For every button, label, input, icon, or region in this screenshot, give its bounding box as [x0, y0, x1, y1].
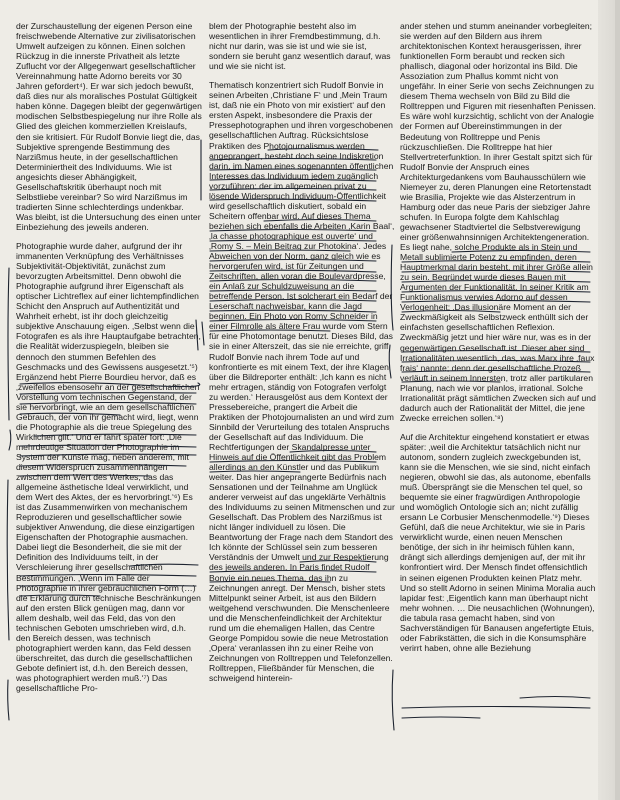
page-edge: [615, 0, 620, 800]
paragraph: Auf die Architektur eingehend konstatiert er etwas später: ‚weil die Architektur tatsächlich nicht nur autonom, sondern zugleich zweckgebunden ist, kann sie die Menschen, wie sie sind, nicht einfach negieren, obwohl sie das, als autonome, ebenfalls muß. Übersprängt sie die Menschen tel quel, so bequemte sie einer fragwürdigen Anthropologie und womöglich Ontologie sich an; nicht zufällig ersann Le Corbusier Menschenmodelle.‘⁹) Dieses Gefühl, daß die neue Architektur, wie sie in Paris verwirklicht wurde, einen neuen Menschen benötige, der sich in ihr heimisch fühlen kann, drängt sich allerdings demjenigen auf, der mit ihr konfrontiert wird. Der Mensch findet offensichtlich in seinen eigenen Produkten keinen Platz mehr. Und so stellt Adorno in seinen Minima Moralia auch lapidar fest: ‚Eigentlich kann man überhaupt nicht mehr wohnen. … Die neusachlichen (Wohnungen), die tabula rasa gemacht haben, sind von Sachverständigen für Banausen angefertigte Etuis, oder Fabrikstätten, die sich in die Konsumsphäre verirrt haben, ohne alle Beziehung: [400, 431, 596, 653]
annotation-margin-line: [8, 680, 9, 720]
paragraph: Thematisch konzentriert sich Rudolf Bonvie in seinen Arbeiten ‚Christiane F‘ und ‚Mein Traum ist, daß nie ein Photo von mir existiert‘ auf den ersten Aspekt, insbesondere die Praxis der Pressephotographen und ihren vorgeschobenen gesellschaftlichen Auftrag. Rücksichtslose Praktiken des Photojournalismus werden angeprangert, besteht doch seine Indiskretion darin, im Namen eines sogenannten öffentlichen Interesses das Individuum jedem zugänglich vorzuführen: der im allgemeinen privat zu lösende Widerspruch Individuum-Öffentlichkeit wird gesellschaftlich diskutiert, sobald ein Scheitern offenbar wird. Auf dieses Thema beziehen sich ebenfalls die Arbeiten ‚Karin Baal‘, ‚la chasse photographique est ouverte‘ und ‚Romy S. – Mein Beitrag zur Photokina‘. Jedes Abweichen von der Norm, ganz gleich wie es hervorgerufen wird, ist für Zeitungen und Zeitschriften, allen voran die Boulevardpresse, ein Anlaß zur Schuldzuweisung an die betreffende Person. Ist solcherart ein Bedarf der Leserschaft nachweisbar, kann die Jagd beginnen. Ein Photo von Romy Schneider in einer Filmrolle als ältere Frau wurde vom Stern für eine Photomontage benutzt. Dieses Bild, das sie in einer Alterszeit, das sie nie erreichte, griff Rudolf Bonvie nach ihrem Tode auf und konfrontierte es mit einem Text, der ihre Klagen über die Bildreporter enthält: ‚Ich kann es nicht mehr ertragen, ständig von Fotografen verfolgt zu werden.‘ Herausgelöst aus dem Kontext der Pressebereiche, prangert die Arbeit die Praktiken der Photojournalisten an und wird zum Sinnbild der Verurteilung des totalen Anspruchs der Gesellschaft auf das Individuum. Die Rechtfertigungen der Skandalpresse unter Hinweis auf die Öffentlichkeit gibt das Problem allerdings an den Künstler und das Publikum weiter. Das hier angeprangerte Bedürfnis nach Sensationen und der Teilnahme am Unglück anderer verweist auf das ungeklärte Verhältnis des Individuums zu seinen Mitmenschen und zur Gesellschaft. Das Problem des Narzißmus ist nicht länger individuell zu lösen. Die Beantwortung der Frage nach dem Standort des Ich könnte der Schlüssel sein zum besseren Verständnis der Umwelt und zur Respektierung des jeweils anderen. In Paris findet Rudolf Bonvie ein neues Thema, das ihn zu Zeichnungen anregt. Der Mensch, bisher stets Mittelpunkt seiner Arbeit, ist aus den Bildern weitgehend verschwunden. Die Menschenleere und die Menschenfeindlichkeit der Architektur rund um die ehemaligen Hallen, das Centre George Pompidou sowie die neue Metrostation ‚Opera‘ veranlassen ihn zu einer Reihe von Zeichnungen von Rolltreppen und Telefonzellen. Rolltreppen, Fließbänder für Menschen, die schweigend hinterein-: [209, 80, 395, 683]
annotation-margin-line: [9, 430, 11, 450]
paragraph: Photographie wurde daher, aufgrund der ihr immanenten Verknüpfung des Verhältnisses Subjektivität-Objektivität, zunächst zum bevorzugten Arbeitsmittel. Denn obwohl die Photographie aufgrund ihrer Eigenschaft als optischer Lichtreflex auf einer lichtempfindlichen Schicht den Anspruch auf Authentizität und Wahrheit erhebt, ist ihr doch gleichzeitig subjektive Anschauung eigen. ‚Selbst wenn die Fotografen es als ihre Hauptaufgabe betrachten, die Realität widerzuspiegeln, bleiben sie dennoch den stummen Befehlen des Geschmacks und des Gewissens ausgesetzt.‘⁵) Ergänzend hebt Pierre Bourdieu hervor, daß es ‚zweifellos ebensosehr an der gesellschaftlichen Vorstellung vom technischen Gegenstand, der sie hervorbringt, wie an dem gesellschaftlichen Gebrauch, der von ihr gemacht wird, liegt, wenn die Photographie als die treue Spiegelung des Wirklichen gilt.‘ Und er fährt später fort: ‚Die mehrdeutige Situation der Photographie im System der Künste mag, neben anderem, mit diesem Widerspruch zusammenhängen zwischen dem Wert des Werkes, das das allgemeine ästhetische Ideal verwirklicht, und dem Wert des Aktes, der es hervorbringt.‘⁶) Es ist das Zusammenwirken von mechanischem Reproduzieren und gesellschaftlicher sowie subjektiver Anwendung, die diese einzigartigen Eigenschaften der Photographie ausmachen. Dabei liegt die Besonderheit, die sie mit der Definition des Individuums teilt, in der Verschleierung ihrer gesellschaftlichen Bestimmungen. ‚Wenn im Falle der Photographie in ihrer gebräuchlichen Form (…) die Erklärung durch technische Beschränkungen auf den ersten Blick genügen mag, dann vor allem deshalb, weil das Feld, das von den technischen Geboten umschrieben wird, d.h. den Bereich dessen, was technisch photographiert werden kann, das Feld dessen überschreitet, das durch die gesellschaftlichen Gebote definiert ist, d.h. den Bereich dessen, was photographiert werden muß.‘⁷) Das gesellschaftliche Pro-: [16, 240, 201, 694]
text-column-left: [16, 21, 202, 790]
paragraph: der Zurschaustellung der eigenen Person eine freischwebende Alternative zur zivilisatorischen Umwelt aufzeigen zu können. Einen solchen Rückzug in die innerste Privatheit als letzte Zuflucht vor der Allgegenwart gesellschaftlicher Vereinnahmung hatte Adorno bereits vor 30 Jahren gefordert⁴). Er war sich jedoch bewußt, daß dies nur als moralisches Postulat Gültigkeit haben könne. Dagegen bleibt der gegenwärtigen modischen Selbstbespiegelung nur ihre Rolle als Glied des gleichen kommerziellen Kreislaufs, den sie kritisiert. Für Rudolf Bonvie liegt die, das Subjektive sprengende Bestimmung des Narzißmus heute, in der gesellschaftlichen Determiniertheit des Individuums. Wie ist angesichts dieser Abhängigkeit, Gesellschaftskritik überhaupt noch mit Selbstliebe vereinbar? So wird Narzißmus im tradierten Sinne schlechterdings undenkbar. Was bleibt, ist die Untersuchung des einen unter Einbeziehung des jeweils anderen.: [16, 21, 202, 232]
text-column-middle: [209, 21, 395, 790]
paragraph: blem der Photographie besteht also im wesentlichen in ihrer Fremdbestimmung, d.h. nicht nur darin, was sie ist und wie sie ist, sondern sie beruht ganz wesentlich darauf, was und wie sie nicht ist.: [209, 21, 391, 72]
annotation-margin-line: [8, 268, 9, 420]
paragraph: ander stehen und stumm aneinander vorbegleiten; sie werden auf den Bildern aus ihrem architektonischen Kontext herausgerissen, ihrer funktionellen Form beraubt und recken sich phallisch, diagonal oder horizontal ins Bild. Die Assoziation zum Phallus kommt nicht von ungefähr. In einer Serie von sechs Zeichnungen zu diesem Thema wechseln von Bild zu Bild die Rolltreppen und Figuren mit riesenhaften Penissen. Es wäre wohl kurzsichtig, schlicht von der Analogie der Formen auf Übereinstimmungen in der Bedeutung von Rolltreppe und Penis rückzuschließen. Die Rolltreppe hat hier Stellvertreterfunktion. In ihrer Gestalt spitzt sich für Rudolf Bonvie der Anspruch eines Architekturgedankens vom Bauhausschülern wie Niemeyer zu, deren Planungen eine Retortenstadt wie Brasilia, Projekte wie das Alsterzentrum in Hamburg oder das neue Paris der siebziger Jahre schufen. In Europa folgte dem Kahlschlag gewachsener Stadtviertel die Selbstverewigung einer größenwahnsinnigen Architektengeneration. Es liegt nahe, solche Produkte als in Stein und Metall sublimierte Potenz zu empfinden, deren Hauptmerkmal darin besteht, mit ihrer Größe allein zu sein. Begründet wurde dieses Bauen mit Argumenten der Funktionalität. In seiner Kritik am Funktionalismus verwies Adorno auf dessen Verlogenheit: ‚Das illusionäre Moment an der Zweckmäßigkeit als Selbstzweck enthüllt sich der einfachsten gesellschaftlichen Reflexion. Zweckmäßig jetzt und hier wäre nur, was es in der gegenwärtigen Gesellschaft ist. Dieser aber sind Irrationalitäten wesentlich, das, was Marx ihre ‚faux frais‘ nannte; denn der gesellschaftliche Prozeß verläuft in seinem Innersten, trotz aller partikularen Planung, nach wie vor planlos, irrational. Solche Irrationalität prägt sämtlichen Zwecken sich auf und dadurch auch der Rationalität der Mittel, die jene Zwecke erreichen sollen.‘⁸): [400, 21, 596, 423]
text-column-right: [400, 21, 596, 790]
annotation-margin-line: [202, 322, 204, 345]
annotation-margin-line: [7, 480, 9, 640]
